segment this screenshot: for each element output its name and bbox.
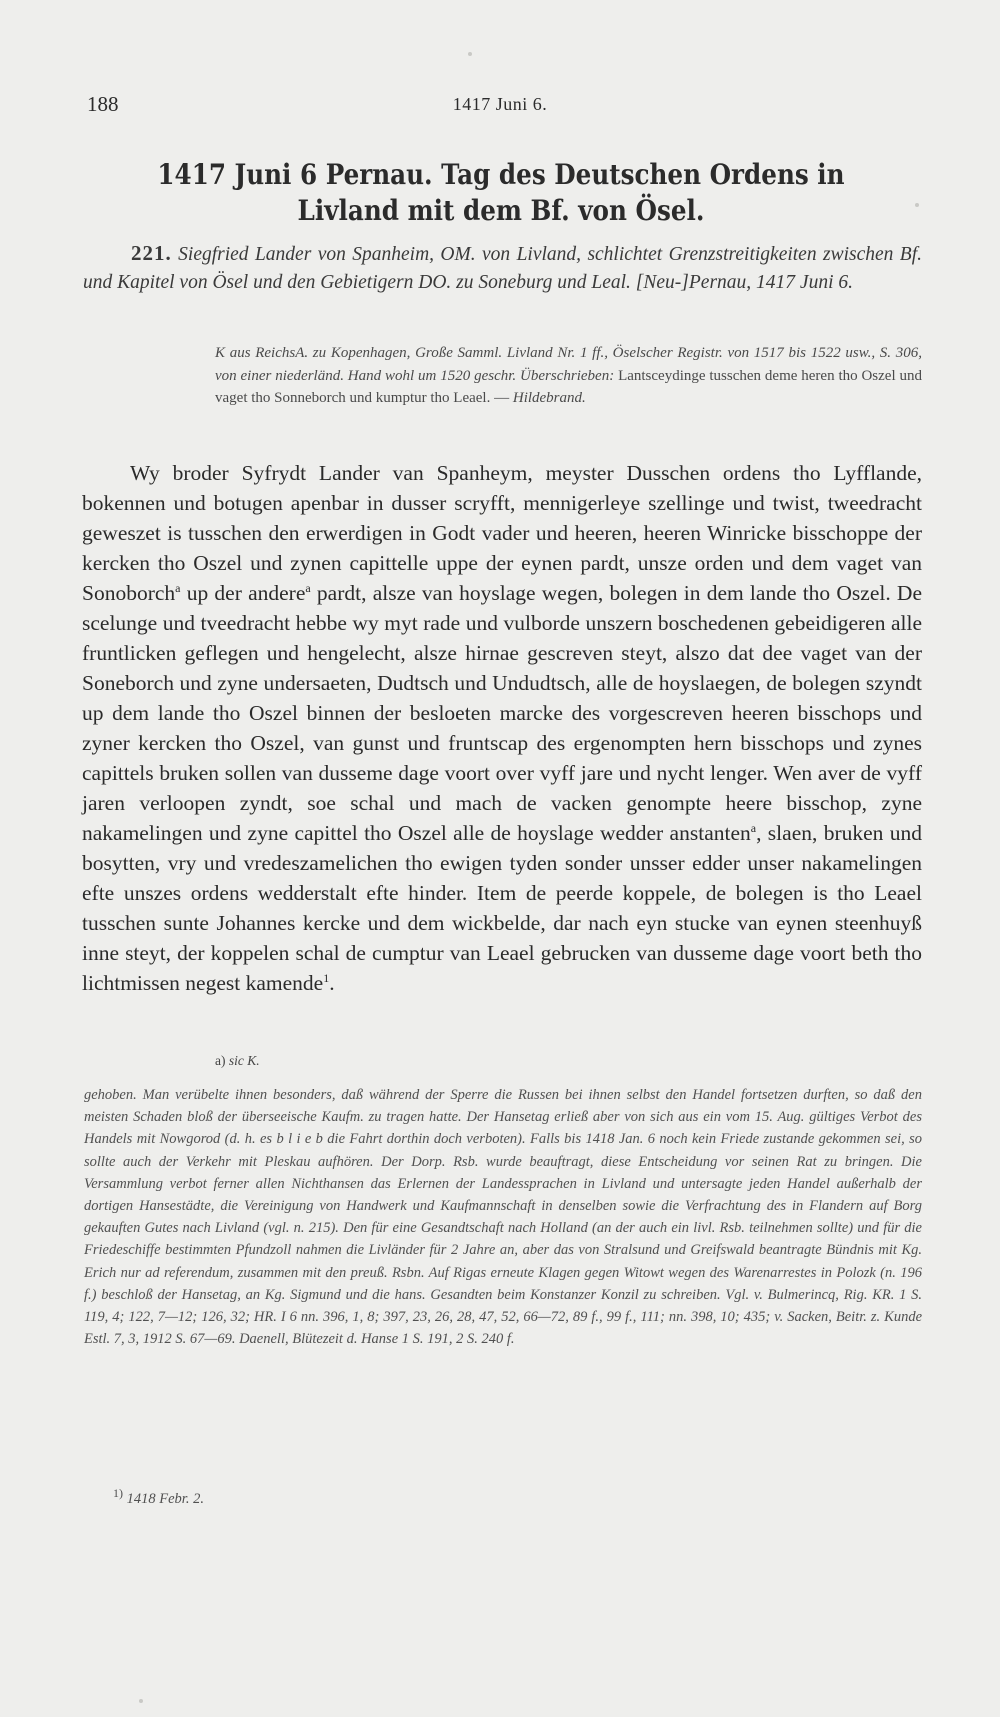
source-text: K aus ReichsA. zu Kopenhagen, Große Samml. Livland Nr. 1 ff., Öselscher Registr. von 1517 bis 1522 usw., S. 306, von einer niederländ. Hand wohl um 1520 geschr. Überschrieben: (215, 345, 922, 384)
body-part-4: , slaen, bruken und bosytten, vry und vredeszamelichen tho ewigen tyden sonder unsser edder unser nakamelingen efte unszes ordens wedderstalt efte hinder. Item de peerde koppele, de bolegen is tho Leael tusschen sunte Johannes kercke und dem wickbelde, dar nach eyn stucke van eynen steenhuyß inne steyt, der koppelen schal de cumptur van Leael gebrucken van dusseme dage voort beth tho lichtmissen negest kamende (82, 821, 922, 995)
body-part-2: up der andere (180, 581, 306, 605)
commentary-note: gehoben. Man verübelte ihnen besonders, daß während der Sperre die Russen bei ihnen selbst den Handel fortsetzen durften, so daß den meisten Schaden bloß der überseeische Kaufm. zu tragen hatte. Der Hansetag erließ aber von sich aus ein vom 15. Aug. gültiges Verbot des Handels mit Nowgorod (d. h. es b l i e b die Fahrt dorthin doch verboten). Falls bis 1418 Jan. 6 noch kein Friede zustande gekommen sei, so sollte auch der Verkehr mit Pleskau aufhören. Der Dorp. Rsb. wurde beauftragt, diese Entscheidung vor seinen Rat zu bringen. Die Versammlung verbot ferner allen Nichthansen das Erlernen der Landessprachen in Livland und untersagte jeden Handel außerhalb der dortigen Hansestädte, die Vereinigung von Handwerk und Kaufmannschaft in denselben sowie die Verfrachtung des in Flandern auf Borg gekauften Gutes nach Livland (vgl. n. 215). Den für eine Gesandtschaft nach Holland (an der auch ein livl. Rsb. teilnehmen sollte) und für die Friedeschiffe bestimmten Pfundzoll nahmen die Livländer für 2 Jahre an, aber das von Stralsund und Greifswald beantragte Bündnis mit Kg. Erich nur ad referendum, zusammen mit den preuß. Rsbn. Auf Rigas erneute Klagen gegen Witowt wegen des Warenarrestes in Polozk (n. 196 f.) beschloß der Hansetag, an Kg. Sigmund und die hans. Gesandten beim Konstanzer Konzil zu schreiben. Vgl. v. Bulmerincq, Rig. KR. 1 S. 119, 4; 122, 7—12; 126, 32; HR. I 6 nn. 396, 1, 8; 397, 23, 26, 28, 47, 52, 66—72, 89 f., 99 f., 111; nn. 398, 10; 435; v. Sacken, Beitr. z. Kunde Estl. 7, 3, 1912 S. 67—69. Daenell, Blütezeit d. Hanse 1 S. 191, 2 S. 240 f. (84, 1087, 922, 1348)
regest-text: Siegfried Lander von Spanheim, OM. von Livland, schlichtet Grenzstreitigkeiten zwischen Bf. und Kapitel von Ösel und den Gebietigern DO. zu Soneburg und Leal. [Neu-]Pernau, 1417 Juni 6. (83, 244, 923, 293)
document-heading: 1417 Juni 6 Pernau. Tag des Deutschen Ordens in Livland mit dem Bf. von Ösel. (157, 158, 845, 227)
regest (83, 240, 922, 296)
footnote-mark-a: a (175, 580, 181, 595)
footnote-mark-a: a (750, 820, 757, 835)
footnote-a-text: sic K. (228, 1053, 260, 1068)
running-title: 1417 Juni 6. (452, 94, 548, 114)
footnote-a (215, 1053, 260, 1069)
body-part-1: Wy broder Syfrydt Lander van Spanheym, meyster Dusschen ordens tho Lyfflande, bokennen und botugen apenbar in dusser scryfft, mennigerleye szellinge und twist, tweedracht geweszet is tusschen den erwerdigen in Godt vader und heeren, heeren Winricke bisschoppe der kercken tho Oszel und zynen capittelle uppe der eynen pardt, unsze orden und dem vaget van Sonoborch (82, 461, 922, 605)
footnote-mark-a: a (305, 580, 311, 595)
source-caption: Lantsceydinge tusschen deme heren tho Oszel und vaget tho Sonneborch und kumptur tho Leael. — (215, 367, 922, 406)
body-part-3: pardt, alsze van hoyslage wegen, bolegen in dem lande tho Oszel. De scelunge und tveedracht hebbe wy myt rade und vulborde unszern boschedenen gebeidigeren alle fruntlicken geflegen und hengelecht, alsze hirnae gescreven steyt, alszo dat dee vaget van der Soneborch und zyne undersaeten, Dudtsch und Undudtsch, alle de hoyslaegen, de bolegen szyndt up dem lande tho Oszel binnen der besloeten marcke des vorgescreven heeren bisschops und zyner kercken tho Oszel, van gunst und fruntscap des ergenompten hern bisschops und zynes capittels bruken sollen van dusseme dage voort over vyff jare und nycht lenger. Wen aver de vyff jaren verloopen zyndt, soe schal und mach de vacken genompte heere bisschop, zyne nakamelingen und zyne capittel tho Oszel alle de hoyslage wedder anstanten (82, 581, 922, 845)
footnote-1-label: 1) (113, 1486, 123, 1501)
paper-speck (915, 203, 919, 207)
source-note (215, 342, 922, 410)
document-body (82, 458, 922, 998)
page-header (85, 92, 915, 122)
document-number: 221. (131, 241, 172, 265)
footnote-a-label: a) (215, 1053, 226, 1068)
source-editor: Hildebrand. (512, 390, 586, 406)
paper-speck (468, 52, 472, 56)
footnote-mark-1: 1 (323, 970, 330, 985)
footnote-1-text: 1418 Febr. 2. (126, 1491, 204, 1507)
footnote-1 (113, 1486, 204, 1508)
paper-speck (139, 1699, 143, 1703)
body-part-5: . (329, 971, 335, 995)
page-number: 188 (87, 92, 119, 116)
